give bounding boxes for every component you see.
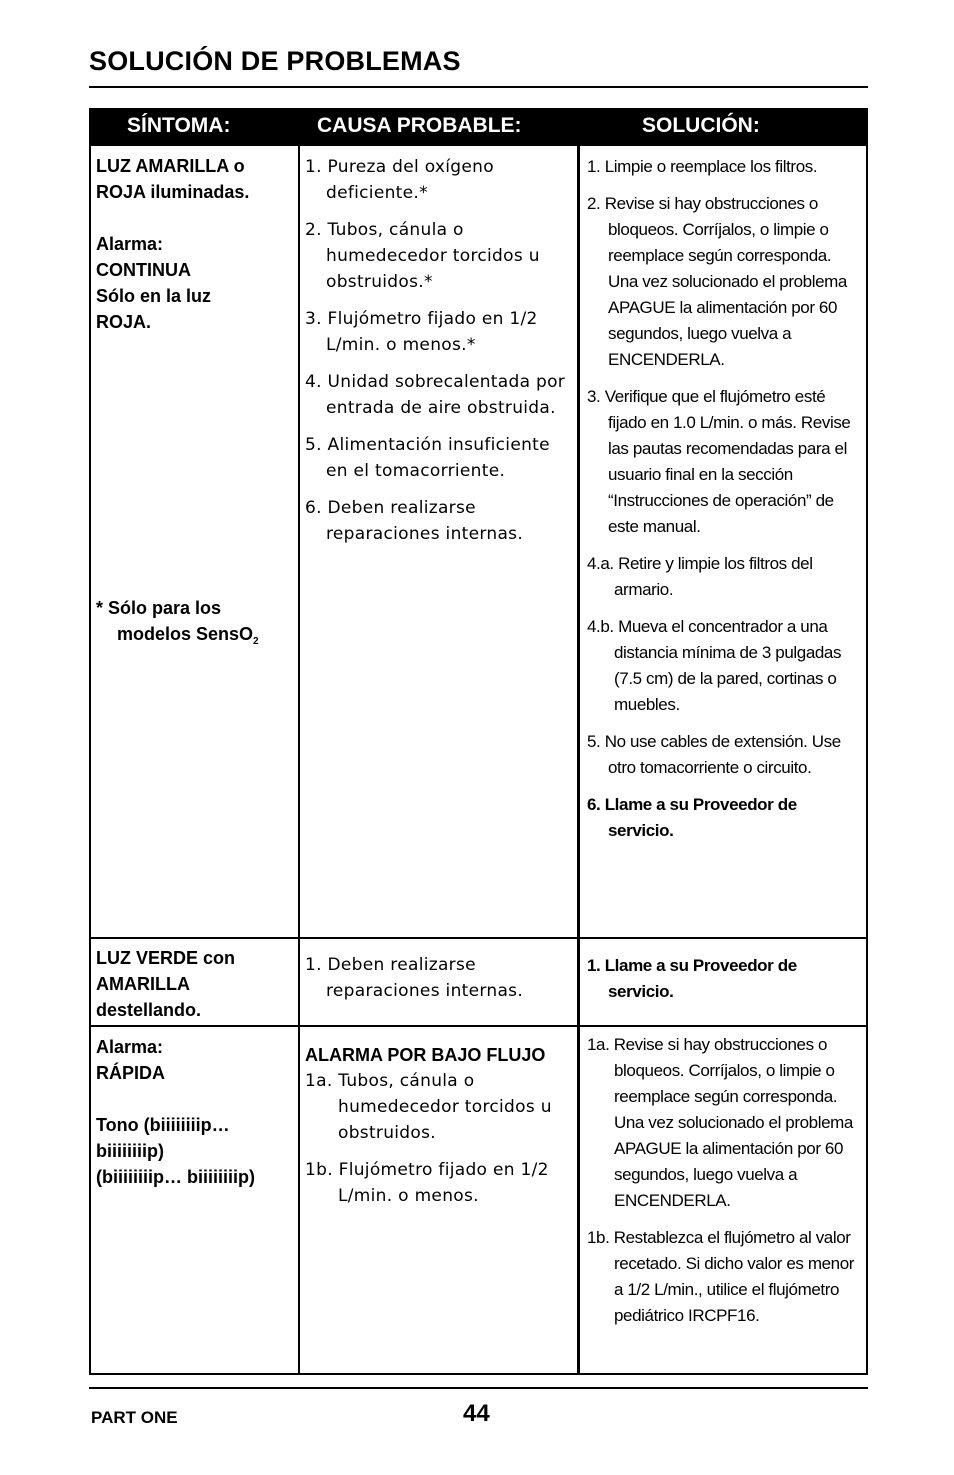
symptom-line: ROJA iluminadas. — [96, 182, 250, 202]
solution-item: 3. Verifique que el flujómetro esté fijado en 1.0 L/min. o más. Revise las pautas recomendadas para el usuario final en la sección “Instrucciones de operación” de este manual. — [587, 387, 851, 536]
cause-item: 3. Flujómetro fijado en 1/2 L/min. o menos.* — [305, 309, 538, 355]
symptom-line: LUZ AMARILLA o — [96, 156, 245, 176]
row3-symptom — [96, 1034, 296, 1190]
row1-footnote — [96, 595, 296, 666]
tone-line: biiiiiiiip) — [96, 1141, 164, 1161]
row1-solutions — [587, 154, 863, 855]
solution-item: 4.a. Retire y limpie los filtros del armario. — [587, 554, 813, 599]
cause-heading: ALARMA POR BAJO FLUJO — [305, 1045, 546, 1065]
solution-item: 2. Revise si hay obstrucciones o bloqueos. Corríjalos, o limpie o reemplace según corresponda. Una vez solucionado el problema APAGUE la alimentación por 60 segundos, luego vuelva a ENCENDERLA. — [587, 194, 847, 369]
row3-causes — [305, 1042, 573, 1220]
alarm-line: RÁPIDA — [96, 1063, 166, 1083]
solution-item: 1b. Restablezca el flujómetro al valor recetado. Si dicho valor es menor a 1/2 L/min., utilice el flujómetro pediátrico IRCPF16. — [587, 1228, 855, 1325]
solution-item: 1. Limpie o reemplace los filtros. — [587, 157, 818, 176]
cause-item: 1. Pureza del oxígeno deficiente.* — [305, 157, 494, 203]
alarm-line: Alarma: — [96, 1037, 164, 1057]
row2-cause — [305, 952, 573, 1015]
row2-symptom — [96, 945, 296, 1023]
symptom-line: LUZ VERDE con — [96, 948, 236, 968]
cause-item: 1b. Flujómetro fijado en 1/2 L/min. o menos. — [305, 1160, 549, 1206]
cause-item: 5. Alimentación insuficiente en el tomacorriente. — [305, 435, 550, 481]
row-divider — [91, 1025, 866, 1027]
solution-item: 6. Llame a su Proveedor de servicio. — [587, 795, 797, 840]
page-title: SOLUCIÓN DE PROBLEMAS — [89, 46, 461, 76]
solution-item: 4.b. Mueva el concentrador a una distancia mínima de 3 pulgadas (7.5 cm) de la pared, cortinas o muebles. — [587, 617, 842, 714]
symptom-line: destellando. — [96, 1000, 202, 1020]
troubleshooting-table — [89, 108, 868, 1375]
footnote-text: * Sólo para los modelos SensO — [96, 598, 254, 644]
header-solution: SOLUCIÓN: — [642, 114, 760, 137]
row2-solution — [587, 953, 863, 1016]
footnote-subscript: 2 — [253, 636, 259, 647]
header-cause: CAUSA PROBABLE: — [317, 114, 522, 137]
alarm-line: Alarma: — [96, 234, 164, 254]
cause-item: 4. Unidad sobrecalentada por entrada de aire obstruida. — [305, 372, 566, 418]
solution-item: 5. No use cables de extensión. Use otro tomacorriente o circuito. — [587, 732, 841, 777]
tone-line: Tono (biiiiiiiip… — [96, 1115, 230, 1135]
cause-item: 1a. Tubos, cánula o humedecedor torcidos u obstruidos. — [305, 1071, 552, 1143]
footer-section-label: PART ONE — [91, 1408, 178, 1427]
cause-item: 1. Deben realizarse reparaciones internas. — [305, 955, 524, 1001]
cause-item: 2. Tubos, cánula o humedecedor torcidos u obstruidos.* — [305, 220, 540, 292]
table-header — [91, 110, 866, 146]
title-rule — [89, 86, 868, 88]
alarm-line: ROJA. — [96, 312, 152, 332]
symptom-line: AMARILLA — [96, 974, 190, 994]
column-divider — [298, 146, 300, 1373]
alarm-line: CONTINUA — [96, 260, 191, 280]
row-divider — [91, 937, 866, 939]
tone-line: (biiiiiiiip… biiiiiiiip) — [96, 1167, 255, 1187]
page-number: 44 — [463, 1400, 490, 1427]
footer-rule — [89, 1387, 868, 1389]
column-divider — [577, 146, 580, 1373]
row1-causes — [305, 154, 573, 558]
alarm-line: Sólo en la luz — [96, 286, 212, 306]
row3-solutions — [587, 1032, 863, 1340]
row1-symptom — [96, 153, 296, 335]
cause-item: 6. Deben realizarse reparaciones internas. — [305, 498, 524, 544]
solution-item: 1. Llame a su Proveedor de servicio. — [587, 956, 797, 1001]
header-symptom: SÍNTOMA: — [127, 114, 231, 137]
solution-item: 1a. Revise si hay obstrucciones o bloqueos. Corríjalos, o limpie o reemplace según corresponda. Una vez solucionado el problema APAGUE la alimentación por 60 segundos, luego vuelva a ENCENDERLA. — [587, 1035, 853, 1210]
